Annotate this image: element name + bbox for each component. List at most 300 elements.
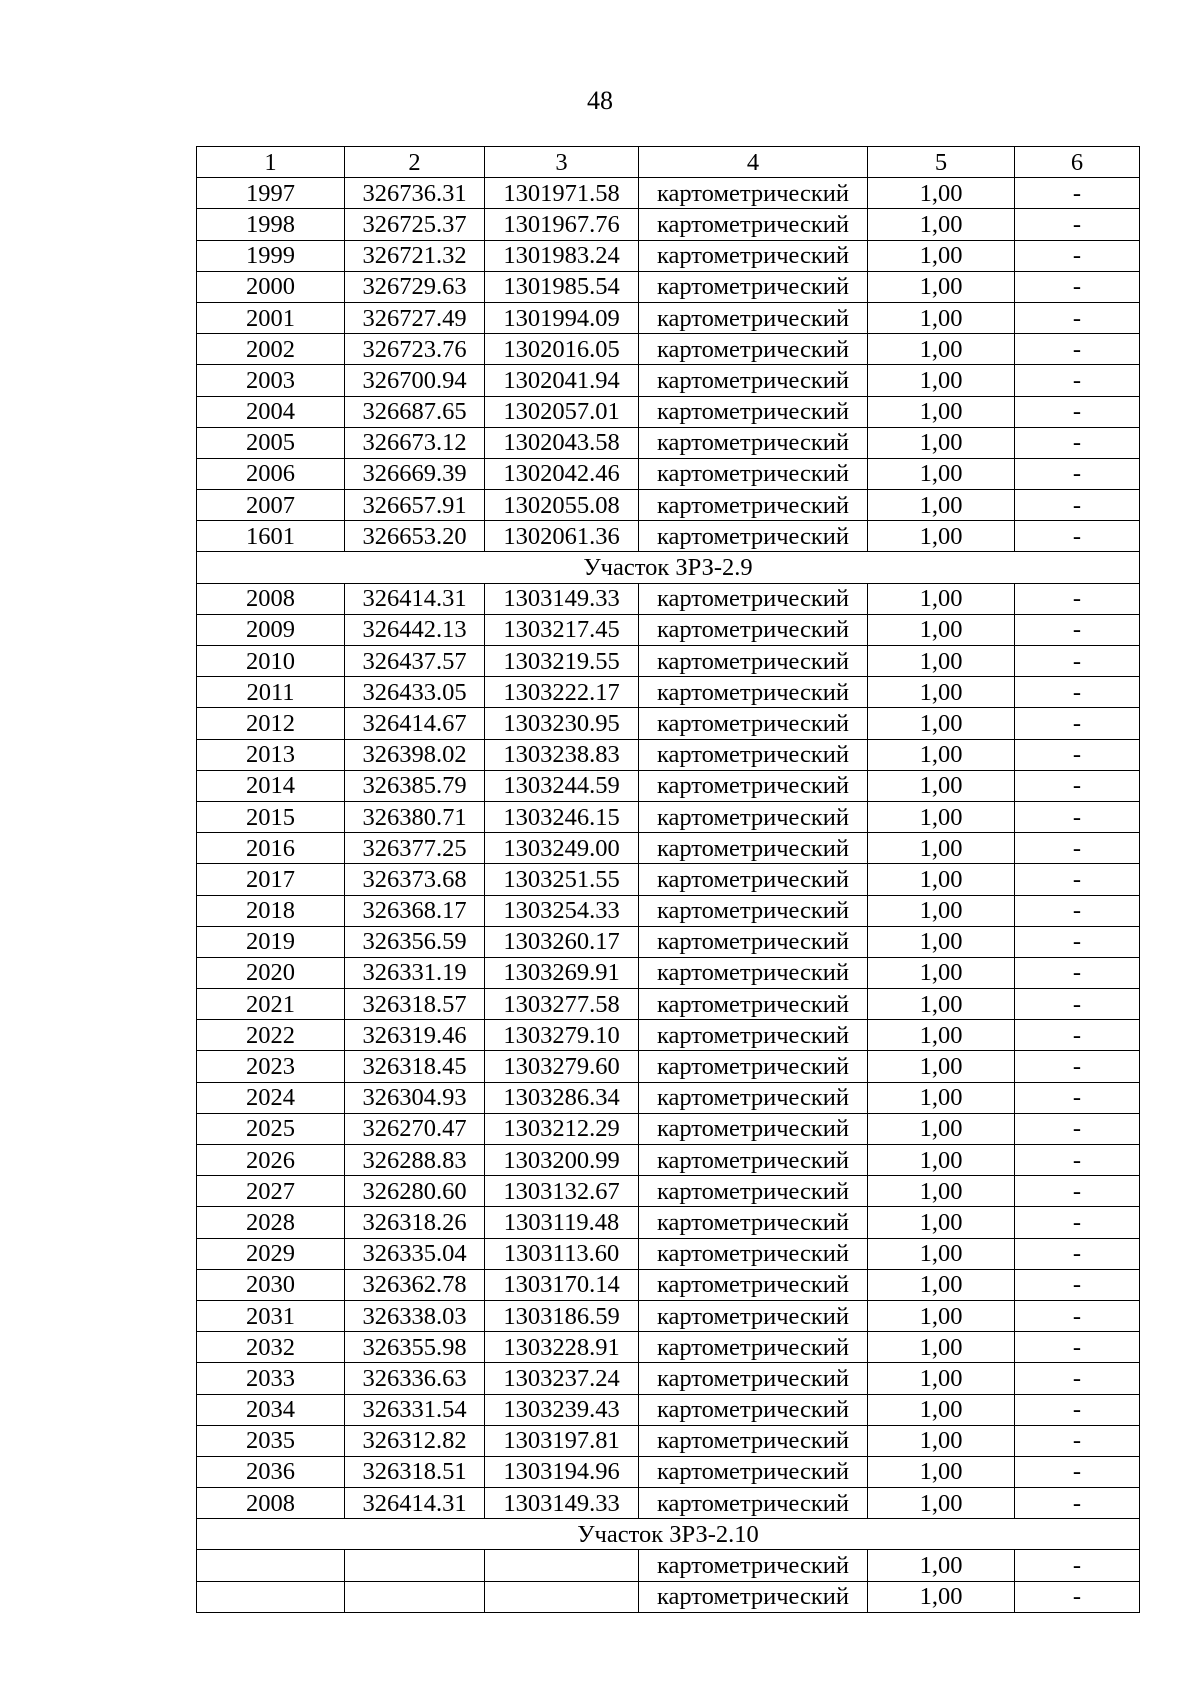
section-row (197, 1519, 1140, 1550)
table-cell: 326723.76 (345, 334, 485, 365)
table-cell: 1,00 (868, 521, 1015, 552)
table-cell: 1,00 (868, 427, 1015, 458)
table-row (197, 739, 1140, 770)
table-cell: картометрический (639, 614, 868, 645)
header-cell: 1 (197, 147, 345, 178)
table-cell: 326721.32 (345, 240, 485, 271)
table-cell: 326414.67 (345, 708, 485, 739)
table-row (197, 178, 1140, 209)
table-cell: - (1015, 739, 1140, 770)
table-cell: - (1015, 708, 1140, 739)
table-cell: картометрический (639, 739, 868, 770)
table-cell: 2012 (197, 708, 345, 739)
table-cell: - (1015, 583, 1140, 614)
table-cell: 2020 (197, 957, 345, 988)
table-cell: 2033 (197, 1363, 345, 1394)
table-cell: картометрический (639, 833, 868, 864)
table-cell: картометрический (639, 1145, 868, 1176)
table-row (197, 1425, 1140, 1456)
table-row (197, 801, 1140, 832)
table-cell: - (1015, 1113, 1140, 1144)
table-cell: 1,00 (868, 1113, 1015, 1144)
table-cell (485, 1550, 639, 1581)
table-cell: 326312.82 (345, 1425, 485, 1456)
table-cell: картометрический (639, 427, 868, 458)
table-cell: 1303149.33 (485, 1488, 639, 1519)
table-cell: 1303149.33 (485, 583, 639, 614)
table-cell: - (1015, 1082, 1140, 1113)
table-cell: 1302042.46 (485, 458, 639, 489)
table-cell (345, 1581, 485, 1612)
table-row (197, 1051, 1140, 1082)
table-cell: - (1015, 1363, 1140, 1394)
table-row (197, 1581, 1140, 1612)
table-cell (197, 1581, 345, 1612)
table-cell: картометрический (639, 240, 868, 271)
table-cell: 1,00 (868, 708, 1015, 739)
table-cell: 1,00 (868, 490, 1015, 521)
table-cell: 1,00 (868, 1456, 1015, 1487)
table-row (197, 1082, 1140, 1113)
table-cell: картометрический (639, 770, 868, 801)
table-cell: 2029 (197, 1238, 345, 1269)
table-cell: 326373.68 (345, 864, 485, 895)
table-cell: 1,00 (868, 365, 1015, 396)
table-cell: 326414.31 (345, 1488, 485, 1519)
table-cell: - (1015, 1207, 1140, 1238)
header-cell: 5 (868, 147, 1015, 178)
table-row (197, 864, 1140, 895)
table-cell: - (1015, 271, 1140, 302)
table-cell: 1,00 (868, 302, 1015, 333)
table-cell: 1,00 (868, 646, 1015, 677)
table-cell: 1,00 (868, 1363, 1015, 1394)
table-cell: 1,00 (868, 1145, 1015, 1176)
table-row (197, 1238, 1140, 1269)
table-cell: - (1015, 240, 1140, 271)
table-cell: - (1015, 1145, 1140, 1176)
table-cell: картометрический (639, 1207, 868, 1238)
table-cell: - (1015, 365, 1140, 396)
table-cell: - (1015, 396, 1140, 427)
table-cell: 1998 (197, 209, 345, 240)
table-cell: 1,00 (868, 614, 1015, 645)
table-cell: 1303228.91 (485, 1332, 639, 1363)
table-cell: 1303200.99 (485, 1145, 639, 1176)
table-cell: картометрический (639, 490, 868, 521)
section-row (197, 552, 1140, 583)
table-cell: 326414.31 (345, 583, 485, 614)
table-row (197, 458, 1140, 489)
table-row (197, 926, 1140, 957)
table-cell: картометрический (639, 209, 868, 240)
table-cell: 1303238.83 (485, 739, 639, 770)
table-cell: картометрический (639, 1488, 868, 1519)
table-cell: 326318.45 (345, 1051, 485, 1082)
table-row (197, 708, 1140, 739)
table-cell: 1999 (197, 240, 345, 271)
table-cell: 1301983.24 (485, 240, 639, 271)
table-cell: 326355.98 (345, 1332, 485, 1363)
table-cell: 1,00 (868, 739, 1015, 770)
header-cell: 6 (1015, 147, 1140, 178)
table-cell: 2026 (197, 1145, 345, 1176)
table-cell: 1,00 (868, 1332, 1015, 1363)
table-cell: 2035 (197, 1425, 345, 1456)
table-cell: - (1015, 1581, 1140, 1612)
table-cell: 1,00 (868, 396, 1015, 427)
section-title: Участок ЗРЗ-2.10 (197, 1519, 1140, 1550)
table-cell: - (1015, 490, 1140, 521)
table-row (197, 396, 1140, 427)
table-cell: 2027 (197, 1176, 345, 1207)
table-cell: картометрический (639, 1082, 868, 1113)
table-cell: 1303186.59 (485, 1300, 639, 1331)
table-cell: - (1015, 895, 1140, 926)
table-cell: картометрический (639, 1020, 868, 1051)
table-cell: 1302016.05 (485, 334, 639, 365)
table-body (197, 178, 1140, 1613)
table-cell: 1997 (197, 178, 345, 209)
table-cell: 326338.03 (345, 1300, 485, 1331)
table-cell: 1303219.55 (485, 646, 639, 677)
table-cell: картометрический (639, 1550, 868, 1581)
table-cell: 1302055.08 (485, 490, 639, 521)
table-cell: - (1015, 302, 1140, 333)
table-cell: 326368.17 (345, 895, 485, 926)
table-cell: картометрический (639, 1269, 868, 1300)
table-cell: 1303269.91 (485, 957, 639, 988)
table-cell: 326331.19 (345, 957, 485, 988)
table-cell: 1,00 (868, 240, 1015, 271)
table-cell: 2017 (197, 864, 345, 895)
table-row (197, 1269, 1140, 1300)
table-row (197, 1363, 1140, 1394)
table-cell: 326657.91 (345, 490, 485, 521)
table-row (197, 614, 1140, 645)
table-row (197, 1300, 1140, 1331)
table-cell: 1303230.95 (485, 708, 639, 739)
table-cell: 326700.94 (345, 365, 485, 396)
table-cell: картометрический (639, 677, 868, 708)
table-row (197, 1456, 1140, 1487)
table-cell: картометрический (639, 926, 868, 957)
table-cell: 1,00 (868, 677, 1015, 708)
table-cell: 1303254.33 (485, 895, 639, 926)
table-cell: картометрический (639, 646, 868, 677)
table-cell: картометрический (639, 583, 868, 614)
table-cell: картометрический (639, 1332, 868, 1363)
table-cell: 1302061.36 (485, 521, 639, 552)
table-cell: 2015 (197, 801, 345, 832)
table-cell: 1301967.76 (485, 209, 639, 240)
table-cell: 326362.78 (345, 1269, 485, 1300)
table-cell: - (1015, 614, 1140, 645)
table-cell: 1303197.81 (485, 1425, 639, 1456)
table-row (197, 1113, 1140, 1144)
table-cell: - (1015, 1269, 1140, 1300)
table-cell: - (1015, 957, 1140, 988)
table-cell: картометрический (639, 1238, 868, 1269)
table-cell: 1,00 (868, 1581, 1015, 1612)
table-cell: 1,00 (868, 895, 1015, 926)
table-cell: 1,00 (868, 271, 1015, 302)
table-cell: 1303113.60 (485, 1238, 639, 1269)
table-cell: картометрический (639, 458, 868, 489)
table-cell: 1,00 (868, 1269, 1015, 1300)
table-cell: 2014 (197, 770, 345, 801)
table-cell: 326270.47 (345, 1113, 485, 1144)
table-row (197, 240, 1140, 271)
table-cell: картометрический (639, 957, 868, 988)
table-cell: 2031 (197, 1300, 345, 1331)
table-cell: 326318.51 (345, 1456, 485, 1487)
table-cell: 1303246.15 (485, 801, 639, 832)
table-cell: 1,00 (868, 1020, 1015, 1051)
table-cell: - (1015, 646, 1140, 677)
table-row (197, 1145, 1140, 1176)
table-cell: 2004 (197, 396, 345, 427)
table-cell: - (1015, 209, 1140, 240)
table-cell: картометрический (639, 1051, 868, 1082)
table-cell: 2030 (197, 1269, 345, 1300)
table-cell: 1,00 (868, 957, 1015, 988)
table-cell: 1303222.17 (485, 677, 639, 708)
table-cell: 1,00 (868, 770, 1015, 801)
table-cell: 1303244.59 (485, 770, 639, 801)
table-cell: 1,00 (868, 833, 1015, 864)
table-cell: картометрический (639, 1425, 868, 1456)
table-cell: 2007 (197, 490, 345, 521)
table-row (197, 1394, 1140, 1425)
table-cell: - (1015, 1332, 1140, 1363)
table-cell: - (1015, 989, 1140, 1020)
table-cell: картометрический (639, 334, 868, 365)
table-cell: картометрический (639, 396, 868, 427)
table-row (197, 895, 1140, 926)
table-cell: картометрический (639, 1176, 868, 1207)
table-cell: 1601 (197, 521, 345, 552)
table-row (197, 271, 1140, 302)
table-cell: 326669.39 (345, 458, 485, 489)
table-cell: 2025 (197, 1113, 345, 1144)
table-cell: 1303279.10 (485, 1020, 639, 1051)
table-cell: 1303132.67 (485, 1176, 639, 1207)
table-row (197, 1332, 1140, 1363)
table-cell: 1,00 (868, 1394, 1015, 1425)
table-cell: - (1015, 770, 1140, 801)
table-header-row (197, 147, 1140, 178)
table-cell: - (1015, 1238, 1140, 1269)
table-cell: 2008 (197, 583, 345, 614)
table-cell: 1,00 (868, 1238, 1015, 1269)
table-cell: 1302041.94 (485, 365, 639, 396)
table-cell: 1303237.24 (485, 1363, 639, 1394)
header-cell: 3 (485, 147, 639, 178)
table-cell: 1303212.29 (485, 1113, 639, 1144)
table-cell: 326736.31 (345, 178, 485, 209)
table-cell: 2011 (197, 677, 345, 708)
table-row (197, 770, 1140, 801)
table-row (197, 365, 1140, 396)
table-cell: картометрический (639, 1456, 868, 1487)
table-row (197, 1207, 1140, 1238)
table-cell: 1303217.45 (485, 614, 639, 645)
table-cell: 326433.05 (345, 677, 485, 708)
header-cell: 2 (345, 147, 485, 178)
table-cell: 2034 (197, 1394, 345, 1425)
table-cell: 2002 (197, 334, 345, 365)
table-cell: 1303239.43 (485, 1394, 639, 1425)
table-cell: - (1015, 458, 1140, 489)
table-row (197, 646, 1140, 677)
table-cell: 2008 (197, 1488, 345, 1519)
table-cell: 1303194.96 (485, 1456, 639, 1487)
coordinates-table (196, 146, 1140, 1613)
table-cell: 326727.49 (345, 302, 485, 333)
table-cell: 326653.20 (345, 521, 485, 552)
table-cell: - (1015, 1456, 1140, 1487)
table-cell: 326687.65 (345, 396, 485, 427)
table-cell: - (1015, 1425, 1140, 1456)
table-cell: 2013 (197, 739, 345, 770)
table-cell: картометрический (639, 365, 868, 396)
table-cell: 2019 (197, 926, 345, 957)
table-cell: 326398.02 (345, 739, 485, 770)
table-cell: 1,00 (868, 1051, 1015, 1082)
table-row (197, 302, 1140, 333)
table-cell: 1303170.14 (485, 1269, 639, 1300)
table-cell: - (1015, 833, 1140, 864)
table-cell: 2028 (197, 1207, 345, 1238)
table-cell: 1303286.34 (485, 1082, 639, 1113)
header-cell: 4 (639, 147, 868, 178)
table-cell: картометрический (639, 1394, 868, 1425)
table-cell: 2023 (197, 1051, 345, 1082)
table-cell: картометрический (639, 302, 868, 333)
table-cell: 326377.25 (345, 833, 485, 864)
table-cell: 2005 (197, 427, 345, 458)
table-cell: 326729.63 (345, 271, 485, 302)
table-cell: картометрический (639, 521, 868, 552)
table-cell: 1,00 (868, 178, 1015, 209)
table-cell: 326318.57 (345, 989, 485, 1020)
table-cell: 1301971.58 (485, 178, 639, 209)
table-cell: 326437.57 (345, 646, 485, 677)
table-row (197, 1020, 1140, 1051)
table-row (197, 1176, 1140, 1207)
table-cell: - (1015, 1051, 1140, 1082)
table-cell: - (1015, 1550, 1140, 1581)
table-cell: 326331.54 (345, 1394, 485, 1425)
table-cell: 326380.71 (345, 801, 485, 832)
table-cell: - (1015, 926, 1140, 957)
table-row (197, 833, 1140, 864)
table-cell: - (1015, 1394, 1140, 1425)
table-cell: 2036 (197, 1456, 345, 1487)
table-cell: - (1015, 427, 1140, 458)
table-cell: 326336.63 (345, 1363, 485, 1394)
table-cell: 1,00 (868, 1488, 1015, 1519)
table-cell: - (1015, 334, 1140, 365)
table-cell: 1303251.55 (485, 864, 639, 895)
table-row (197, 521, 1140, 552)
table-cell: 1,00 (868, 1207, 1015, 1238)
table-cell (345, 1550, 485, 1581)
table-cell: 2032 (197, 1332, 345, 1363)
table-cell: 2022 (197, 1020, 345, 1051)
table-cell: 1301985.54 (485, 271, 639, 302)
table-cell: 1,00 (868, 1176, 1015, 1207)
table-cell: 1303279.60 (485, 1051, 639, 1082)
table-cell: 326304.93 (345, 1082, 485, 1113)
table-cell: картометрический (639, 708, 868, 739)
table-cell: 2024 (197, 1082, 345, 1113)
table-cell: 1,00 (868, 1550, 1015, 1581)
table-cell: 2001 (197, 302, 345, 333)
table-row (197, 677, 1140, 708)
table-cell: 1302057.01 (485, 396, 639, 427)
table-cell: 1303260.17 (485, 926, 639, 957)
table-cell: - (1015, 1020, 1140, 1051)
table-cell: - (1015, 178, 1140, 209)
table-row (197, 209, 1140, 240)
table-cell: - (1015, 521, 1140, 552)
table-cell: 1303249.00 (485, 833, 639, 864)
table-cell: - (1015, 864, 1140, 895)
table-row (197, 334, 1140, 365)
table-cell: картометрический (639, 895, 868, 926)
table-cell: - (1015, 801, 1140, 832)
table-row (197, 1488, 1140, 1519)
table-cell: 1,00 (868, 209, 1015, 240)
table-row (197, 957, 1140, 988)
table-row (197, 490, 1140, 521)
page-number: 48 (587, 86, 613, 115)
table-cell: 2021 (197, 989, 345, 1020)
table-row (197, 1550, 1140, 1581)
table-cell: 1,00 (868, 334, 1015, 365)
table-cell: 1,00 (868, 989, 1015, 1020)
table-cell: 326725.37 (345, 209, 485, 240)
table-cell: - (1015, 677, 1140, 708)
table-cell: 2016 (197, 833, 345, 864)
table-cell: картометрический (639, 1300, 868, 1331)
table-cell: 1302043.58 (485, 427, 639, 458)
table-cell: - (1015, 1176, 1140, 1207)
table-row (197, 427, 1140, 458)
section-title: Участок ЗРЗ-2.9 (197, 552, 1140, 583)
table-cell: 326318.26 (345, 1207, 485, 1238)
table-cell: 326385.79 (345, 770, 485, 801)
table-row (197, 583, 1140, 614)
table-cell: 2010 (197, 646, 345, 677)
table-cell (197, 1550, 345, 1581)
table-cell: 1,00 (868, 458, 1015, 489)
table-cell: 1,00 (868, 864, 1015, 895)
table-cell: 2018 (197, 895, 345, 926)
table-cell: картометрический (639, 271, 868, 302)
table-cell: 1301994.09 (485, 302, 639, 333)
table-row (197, 989, 1140, 1020)
table-cell (485, 1581, 639, 1612)
table-cell: 1,00 (868, 583, 1015, 614)
table-cell: картометрический (639, 989, 868, 1020)
table-cell: - (1015, 1488, 1140, 1519)
table-cell: картометрический (639, 864, 868, 895)
table-cell: 326288.83 (345, 1145, 485, 1176)
table-cell: 326442.13 (345, 614, 485, 645)
